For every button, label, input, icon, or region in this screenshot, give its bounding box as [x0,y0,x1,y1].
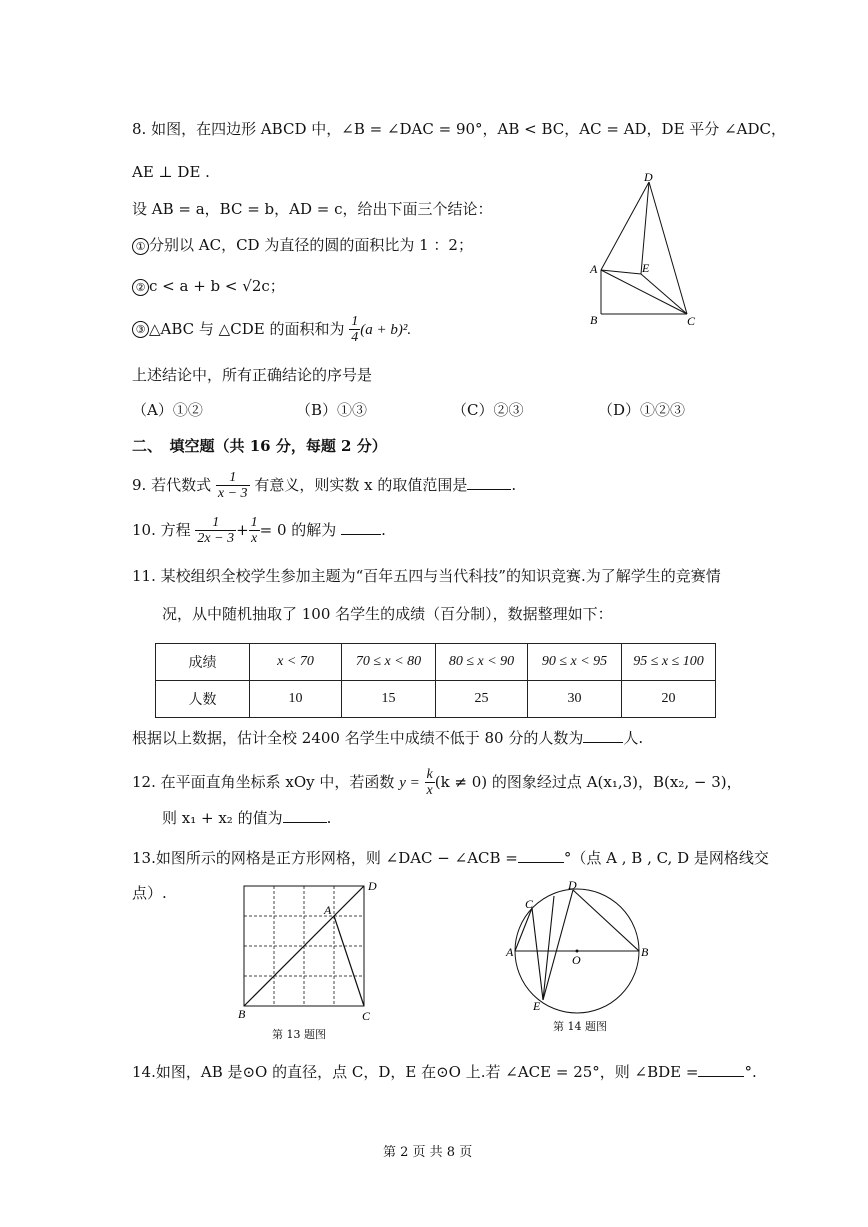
page-footer: 第 2 页 共 8 页 [383,1145,473,1160]
q8-question: 上述结论中，所有正确结论的序号是 [132,366,373,384]
q8-line1: 8. 如图，在四边形 ABCD 中，∠B = ∠DAC = 90°，AB < BC，AC = AD，DE 平分 ∠ADC， [132,120,786,138]
table-cell: 30 [528,681,622,718]
table-cell: 10 [250,681,342,718]
q12-line2: 则 x₁ + x₂ 的值为 . [162,809,332,827]
q13-line1: 13.如图所示的网格是正方形网格，则 ∠DAC − ∠ACB = °（点 A , B , C, D 是网格线交 [132,849,769,867]
table-cell: 70 ≤ x < 80 [342,644,436,681]
label-c: C [687,314,696,328]
q8-option-c: （C）②③ [452,401,524,419]
label-d: D [644,170,653,184]
q10-fraction-2: $\frac{1}{x}$ [250,515,258,547]
q14-caption: 第 14 题图 [553,1020,607,1033]
label-d: D [568,878,577,892]
q11-answer-blank[interactable] [583,742,623,743]
section-heading: 二、 填空题（共 16 分，每题 2 分） [132,437,387,455]
q8-line3: 设 AB = a，BC = b，AD = c，给出下面三个结论： [132,200,493,218]
q11-line3: 根据以上数据，估计全校 2400 名学生中成绩不低于 80 分的人数为 人. [132,729,644,747]
q8-line2: AE ⊥ DE . [132,163,210,181]
circled-number-2: ② [132,279,149,296]
table-cell: 80 ≤ x < 90 [436,644,528,681]
label-c: C [525,897,534,911]
q9: 9. 若代数式 $\frac{1}{x - 3}$ 有意义，则实数 x 的取值范围是 . [132,470,517,502]
q10-answer-blank[interactable] [341,534,381,535]
label-e: E [642,261,650,275]
q8-conclusion-2 [132,275,285,296]
label-o: O [572,953,581,967]
label-b: B [641,945,649,959]
table-cell: 15 [342,681,436,718]
q13-caption: 第 13 题图 [272,1028,326,1041]
q8-option-b: （B）①③ [296,401,368,419]
label-a: A [324,903,332,917]
circled-number-3: ③ [132,321,149,338]
q8-option-a: （A）①② [132,401,203,419]
q8-c2-text: c < a + b < √2c； [149,277,285,295]
q8-c3-pre: △ABC 与 △CDE 的面积和为 [149,319,345,338]
q8-c1-text: 分别以 AC，CD 为直径的圆的面积比为 1 ：2； [149,236,473,254]
score-table [155,643,716,718]
q12-fraction: $\frac{k}{x}$ [426,767,433,799]
label-d: D [368,879,377,893]
table-cell: 25 [436,681,528,718]
q11-line2: 况，从中随机抽取了 100 名学生的成绩（百分制），数据整理如下： [162,605,613,623]
q14-answer-blank[interactable] [698,1076,744,1077]
q10: 10. 方程 $\frac{1}{2x - 3}$ + $\frac{1}{x}$ = 0 的解为 . [132,515,386,547]
label-b: B [238,1007,246,1021]
table-row [156,681,716,718]
label-c: C [362,1009,371,1023]
table-row [156,644,716,681]
table-cell: x < 70 [250,644,342,681]
q8-conclusion-1 [132,234,473,255]
table-cell: 90 ≤ x < 95 [528,644,622,681]
table-cell: 成绩 [156,644,250,681]
q13-grid-figure [232,878,382,1026]
label-e: E [533,999,541,1013]
q14: 14.如图，AB 是⊙O 的直径，点 C，D，E 在⊙O 上.若 ∠ACE = 25°，则 ∠BDE = °. [132,1063,757,1081]
q9-fraction: $\frac{1}{x - 3}$ [217,470,248,502]
q13-line2: 点）. [132,884,167,902]
q12-line1: 12. 在平面直角坐标系 xOy 中，若函数 y = $\frac{k}{x}$ (k ≠ 0) 的图象经过点 A(x₁,3)，B(x₂, − 3)， [132,767,742,799]
q8-option-d: （D）①②③ [598,401,686,419]
table-cell: 20 [622,681,716,718]
q8-figure [585,168,700,330]
circled-number-1: ① [132,238,149,255]
q14-circle-figure [505,876,655,1016]
q9-answer-blank[interactable] [467,489,511,490]
q11-line1: 11. 某校组织全校学生参加主题为“百年五四与当代科技”的知识竞赛.为了解学生的竞赛情 [132,567,721,585]
q8-c3-post: (a + b)². [360,321,412,338]
q13-answer-blank[interactable] [518,862,564,863]
table-cell: 95 ≤ x ≤ 100 [622,644,716,681]
q8-conclusion-3 [132,314,411,346]
label-b: B [590,313,598,327]
q8-c3-fraction: $\frac{1}{4}$ [351,314,359,346]
table-cell: 人数 [156,681,250,718]
q12-answer-blank[interactable] [283,822,327,823]
label-a: A [506,945,514,959]
label-a: A [590,262,598,276]
q10-fraction-1: $\frac{1}{2x - 3}$ [197,515,235,547]
